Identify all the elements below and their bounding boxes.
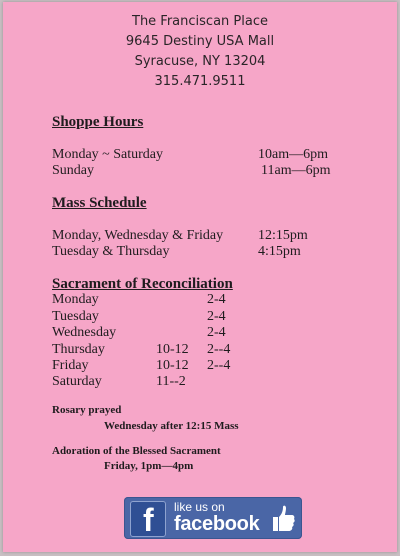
shoppe-hours-day: Sunday xyxy=(52,163,94,178)
rosary-detail: Wednesday after 12:15 Mass xyxy=(104,420,239,432)
reconciliation-afternoon: 2-4 xyxy=(207,292,226,307)
facebook-f-letter: f xyxy=(143,502,154,538)
shoppe-hours-time: 11am—6pm xyxy=(261,163,331,178)
facebook-f-icon xyxy=(130,501,166,537)
store-city: Syracuse, NY 13204 xyxy=(134,54,266,69)
like-us-label: like us on xyxy=(174,500,225,514)
facebook-like-badge[interactable] xyxy=(124,497,302,539)
reconciliation-afternoon: 2-4 xyxy=(207,309,226,324)
thumbs-up-icon xyxy=(270,503,296,533)
shoppe-hours-day: Monday ~ Saturday xyxy=(52,147,164,162)
mass-schedule-title: Mass Schedule xyxy=(52,195,147,211)
reconciliation-day: Monday xyxy=(52,292,99,307)
reconciliation-day: Saturday xyxy=(52,374,102,389)
store-address: 9645 Destiny USA Mall xyxy=(125,34,275,49)
shoppe-hours-time: 10am—6pm xyxy=(258,147,328,162)
shoppe-hours-title: Shoppe Hours xyxy=(52,114,144,130)
mass-day: Tuesday & Thursday xyxy=(52,244,170,259)
reconciliation-day: Friday xyxy=(52,358,89,373)
store-header xyxy=(3,12,397,92)
reconciliation-afternoon: 2--4 xyxy=(207,342,231,357)
reconciliation-afternoon: 2--4 xyxy=(207,358,231,373)
store-phone: 315.471.9511 xyxy=(154,74,246,89)
reconciliation-afternoon: 2-4 xyxy=(207,325,226,340)
reconciliation-morning: 11--2 xyxy=(156,374,186,389)
reconciliation-title: Sacrament of Reconciliation xyxy=(52,276,233,292)
reconciliation-morning: 10-12 xyxy=(156,342,189,357)
reconciliation-day: Wednesday xyxy=(52,325,117,340)
reconciliation-day: Tuesday xyxy=(52,309,99,324)
adoration-detail: Friday, 1pm—4pm xyxy=(104,460,194,472)
facebook-wordmark: facebook xyxy=(174,513,260,535)
adoration-title: Adoration of the Blessed Sacrament xyxy=(52,445,221,457)
store-name: The Franciscan Place xyxy=(132,14,268,29)
mass-time: 4:15pm xyxy=(258,244,301,259)
flyer-card xyxy=(3,2,397,552)
rosary-title: Rosary prayed xyxy=(52,404,122,416)
reconciliation-morning: 10-12 xyxy=(156,358,189,373)
mass-day: Monday, Wednesday & Friday xyxy=(52,228,224,243)
mass-time: 12:15pm xyxy=(258,228,308,243)
reconciliation-day: Thursday xyxy=(52,342,105,357)
